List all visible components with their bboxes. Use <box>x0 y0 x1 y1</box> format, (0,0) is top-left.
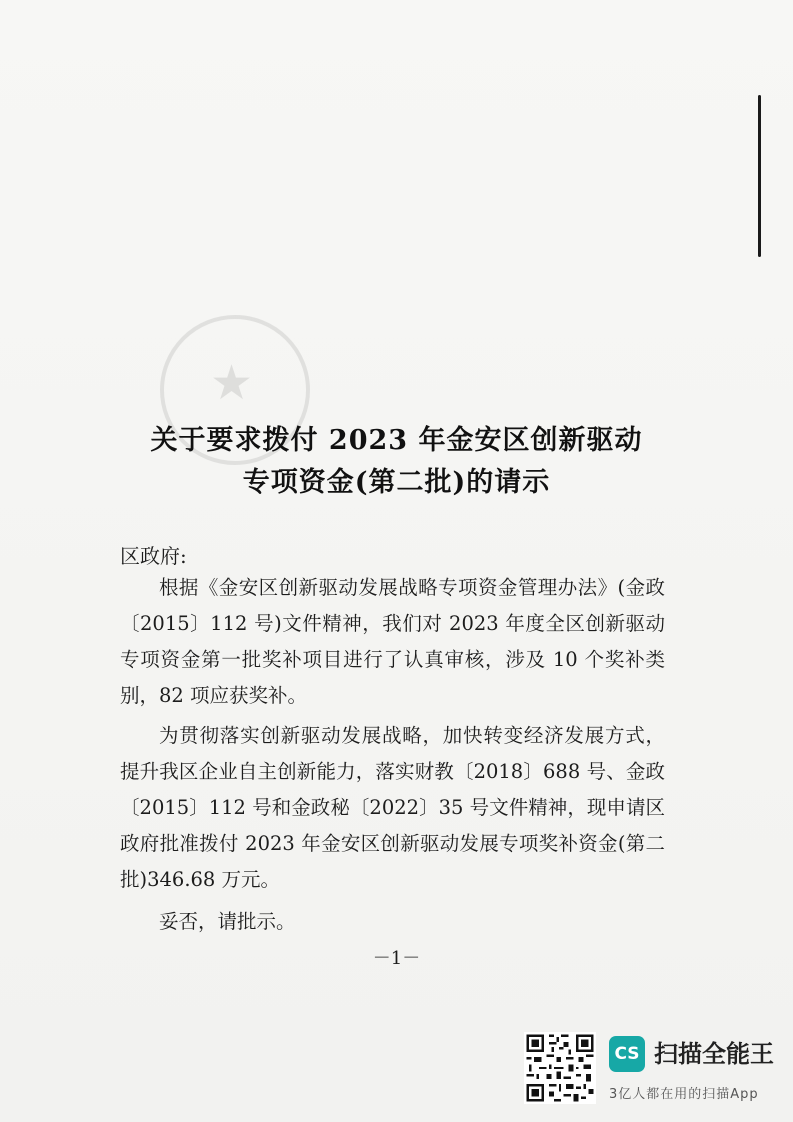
document-title-line-2: 专项资金(第二批)的请示 <box>242 467 551 498</box>
body-paragraph-2: 为贯彻落实创新驱动发展战略，加快转变经济发展方式，提升我区企业自主创新能力，落实财教〔2018〕688 号、金政〔2015〕112 号和金政秘〔2022〕35 号文件精神，现申请区政府批准拨付 2023 年金安区创新驱动发展专项奖补资金(第二批)346.68 万元。 <box>120 724 665 891</box>
seal-star-icon: ★ <box>210 355 254 411</box>
salutation: 区政府: <box>120 544 187 568</box>
closing-request: 妥否，请批示。 <box>159 910 296 933</box>
page-number: －1－ <box>372 948 421 969</box>
scan-edge-mark <box>758 95 761 257</box>
camscanner-logo-icon: CS <box>609 1036 645 1072</box>
scanner-brand-name: 扫描全能王 <box>654 1040 774 1068</box>
body-paragraph-1: 根据《金安区创新驱动发展战略专项资金管理办法》(金政〔2015〕112 号)文件精神，我们对 2023 年度全区创新驱动专项资金第一批奖补项目进行了认真审核，涉及 10 个奖补类别，82 项应获奖补。 <box>120 576 665 707</box>
qr-code-icon <box>524 1032 596 1104</box>
document-title-line-1: 关于要求拨付 2023 年金安区创新驱动 <box>150 425 643 456</box>
scanner-tagline: 3亿人都在用的扫描App <box>609 1087 759 1102</box>
